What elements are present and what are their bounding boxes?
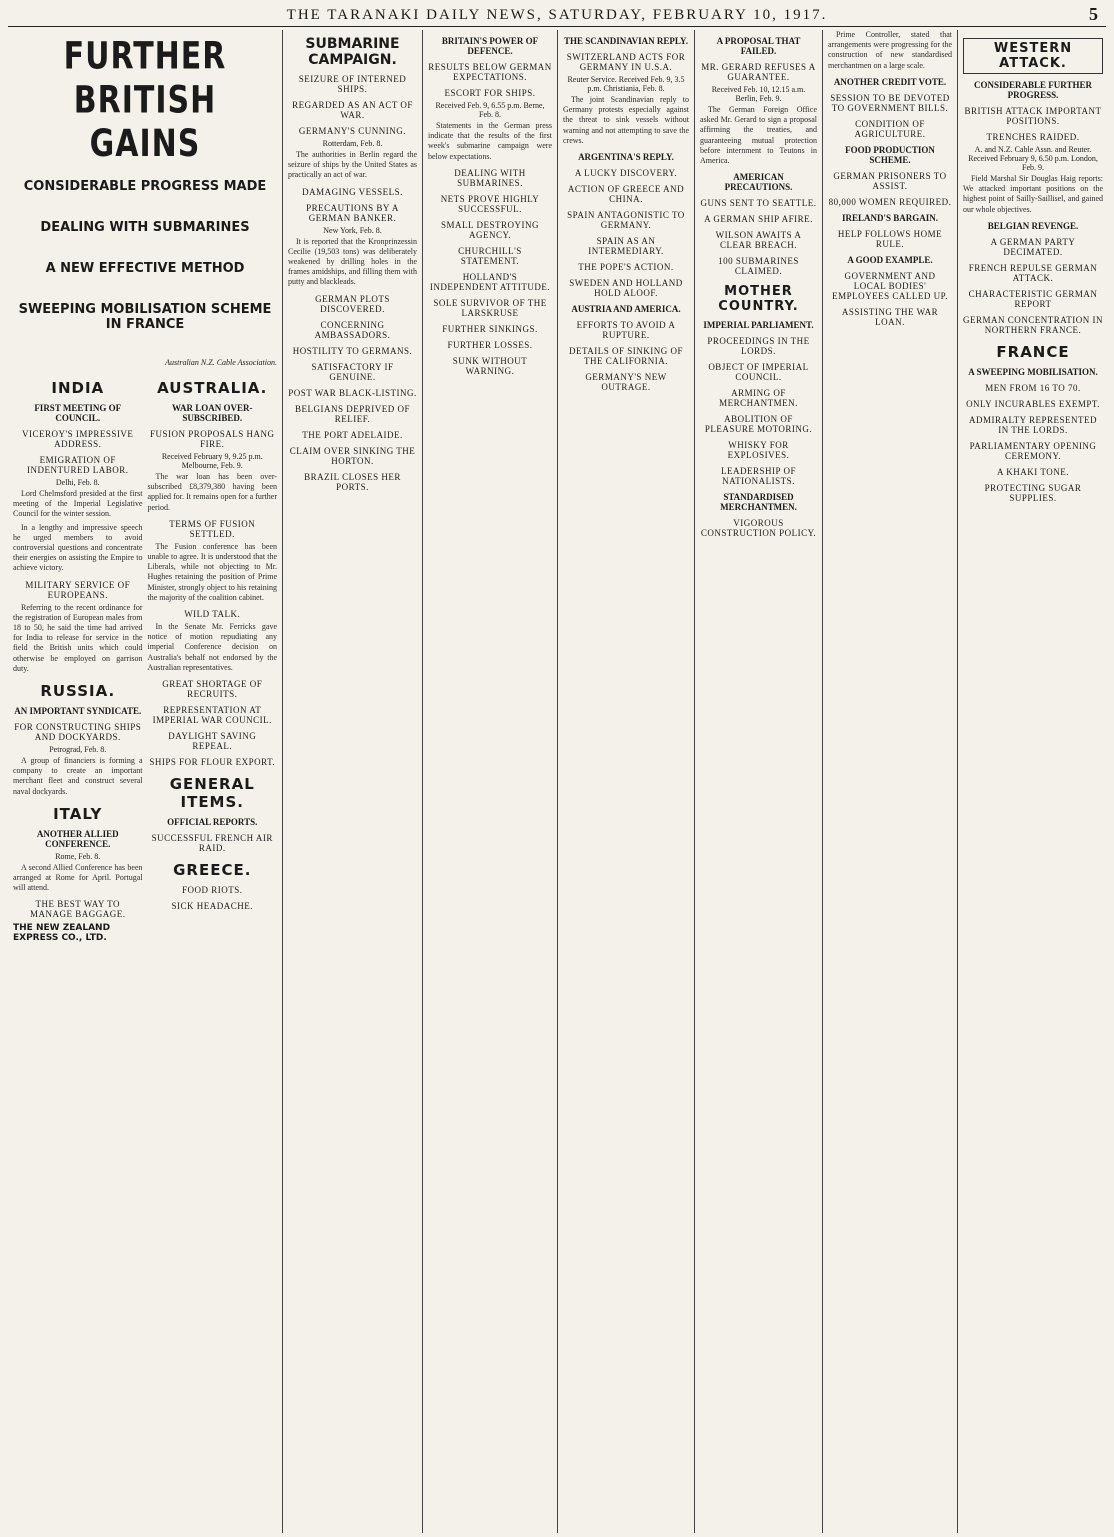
italy-sub: ANOTHER ALLIED CONFERENCE. [36, 828, 119, 849]
col2-h4: PRECAUTIONS BY A GERMAN BANKER. [306, 202, 399, 223]
col2-h8: SATISFACTORY IF GENUINE. [311, 361, 394, 382]
col6-title-2: FOOD PRODUCTION SCHEME. [845, 144, 935, 165]
italy-h1: THE BEST WAY TO MANAGE BAGGAGE. [30, 899, 126, 920]
col2-h12: CLAIM OVER SINKING THE HORTON. [289, 445, 416, 466]
col4-h3: ACTION OF GREECE AND CHINA. [567, 184, 685, 205]
col7-h9: ADMIRALTY REPRESENTED IN THE LORDS. [968, 414, 1098, 435]
australia-h3: WILD TALK. [184, 609, 241, 620]
india-h2: EMIGRATION OF INDENTURED LABOR. [27, 455, 129, 475]
russia-sub: AN IMPORTANT SYNDICATE. [14, 706, 142, 717]
col6-h1: CONDITION OF AGRICULTURE. [854, 118, 926, 139]
col3-h10: SUNK WITHOUT WARNING. [452, 355, 528, 376]
page-columns [8, 30, 1108, 1533]
col5-h3: A GERMAN SHIP AFIRE. [704, 214, 813, 225]
general-sub: OFFICIAL REPORTS. [167, 817, 258, 828]
col4-h8: AUSTRIA AND AMERICA. [571, 304, 681, 315]
col5-sub: MR. GERARD REFUSES A GUARANTEE. [701, 62, 816, 82]
russia-title: RUSSIA. [40, 682, 116, 701]
col5-h2: GUNS SENT TO SEATTLE. [700, 198, 817, 209]
col2-h6: CONCERNING AMBASSADORS. [314, 319, 391, 340]
col2-h5: GERMAN PLOTS DISCOVERED. [315, 293, 390, 314]
col4-h2: A LUCKY DISCOVERY. [574, 168, 678, 179]
greece-title: GREECE. [173, 861, 252, 880]
australia-section [148, 371, 278, 943]
masthead-title: THE TARANAKI DAILY NEWS, SATURDAY, FEBRUARY 10, 1917. [286, 6, 828, 23]
australia-p2: The Fusion conference has been unable to agree. It is understood that the Liberals, while not objecting to Mr. Hughes retaining the position of Prime Minister, strongly object to his retaining the majority of the coalition cabinet. [147, 541, 277, 602]
col7-h7: MEN FROM 16 TO 70. [985, 382, 1081, 393]
column-6 [823, 30, 958, 1533]
col7-h1: BRITISH ATTACK IMPORTANT POSITIONS. [964, 106, 1102, 126]
deck-2: DEALING WITH SUBMARINES [40, 220, 250, 235]
deck-3: A NEW EFFECTIVE METHOD [45, 261, 245, 276]
col5-h4: WILSON AWAITS A CLEAR BREACH. [715, 230, 802, 251]
india-title: INDIA [51, 379, 105, 397]
australia-dateline: Received February 9, 9.25 p.m. Melbourne, Feb. 9. [161, 452, 263, 470]
col7-h2: TRENCHES RAIDED. [986, 132, 1080, 142]
russia-dateline: Petrograd, Feb. 8. [49, 745, 107, 755]
col4-title: THE SCANDINAVIAN REPLY. [564, 36, 688, 46]
col3-h9: FURTHER LOSSES. [447, 339, 533, 350]
col3-h8: FURTHER SINKINGS. [442, 323, 538, 334]
col5-h12: VIGOROUS CONSTRUCTION POLICY. [700, 518, 817, 539]
col4-h9: EFFORTS TO AVOID A RUPTURE. [576, 320, 676, 341]
col2-h11: THE PORT ADELAIDE. [302, 429, 403, 440]
col6-h2: GERMAN PRISONERS TO ASSIST. [833, 170, 947, 191]
greece-h1: SICK HEADACHE. [171, 901, 253, 912]
col7-h8: ONLY INCURABLES EXEMPT. [966, 398, 1100, 409]
italy-p1: A second Allied Conference has been arranged at Rome for April. Portugal will attend. [13, 862, 143, 893]
col5-h6: PROCEEDINGS IN THE LORDS. [707, 336, 810, 357]
col5-p1: The German Foreign Office asked Mr. Gerard to sign a proposal affirming the treaties, and guaranteeing mutual protection before internment to Teutons in America. [700, 105, 817, 166]
col7-h3: A GERMAN PARTY DECIMATED. [990, 236, 1076, 257]
col3-h1: ESCORT FOR SHIPS. [444, 88, 536, 98]
australia-title: AUSTRALIA. [157, 379, 268, 397]
australia-sub: WAR LOAN OVER-SUBSCRIBED. [171, 403, 253, 423]
col2-h1: REGARDED AS AN ACT OF WAR. [292, 100, 413, 120]
col2-h13: BRAZIL CLOSES HER PORTS. [304, 471, 401, 492]
col4-h11: GERMANY'S NEW OUTRAGE. [585, 372, 667, 393]
main-headline: FURTHER BRITISH GAINS [63, 34, 227, 167]
col7-h5: CHARACTERISTIC GERMAN REPORT [968, 288, 1098, 309]
col6-h5: GOVERNMENT AND LOCAL BODIES' EMPLOYEES CALLED UP. [832, 270, 948, 301]
india-p1: Lord Chelmsford presided at the first meeting of the Imperial Legislative Council for the winter session. [13, 489, 143, 519]
column-7 [958, 30, 1108, 1533]
col7-p1: Field Marshal Sir Douglas Haig reports: We attacked important positions on the highest point of Sailly-Saillisel, and gained our whole objectives. [963, 174, 1103, 214]
col6-h6: ASSISTING THE WAR LOAN. [841, 306, 939, 327]
india-h1: VICEROY'S IMPRESSIVE ADDRESS. [22, 429, 134, 449]
column-1 [8, 30, 283, 1533]
col4-sub: SWITZERLAND ACTS FOR GERMANY IN U.S.A. [566, 52, 686, 72]
col4-dateline: Reuter Service. Received Feb. 9, 3.5 p.m. Christiania, Feb. 8. [567, 75, 685, 93]
india-sub: FIRST MEETING OF COUNCIL. [34, 403, 122, 423]
col3-h3: NETS PROVE HIGHLY SUCCESSFUL. [440, 193, 540, 214]
col2-h9: POST WAR BLACK-LISTING. [288, 387, 417, 398]
col4-h1: ARGENTINA'S REPLY. [578, 152, 674, 163]
col2-dateline-2: New York, Feb. 8. [323, 225, 382, 235]
col3-h4: SMALL DESTROYING AGENCY. [441, 219, 539, 240]
col5-h10: WHISKY FOR EXPLOSIVES. [727, 440, 790, 461]
russia-h1: FOR CONSTRUCTING SHIPS AND DOCKYARDS. [14, 722, 142, 743]
column-3 [423, 30, 558, 1533]
cable-association: Australian N.Z. Cable Association. [165, 358, 277, 367]
col5-h7: OBJECT OF IMPERIAL COUNCIL. [708, 362, 809, 383]
col6-h4: HELP FOLLOWS HOME RULE. [837, 228, 943, 249]
col7-sub-3: A SWEEPING MOBILISATION. [968, 366, 1098, 377]
col2-p1: The authorities in Berlin regard the seizure of ships by the United States as practically an act of war. [288, 150, 417, 180]
page-number: 5 [1089, 4, 1100, 24]
col5-sub-2: IMPERIAL PARLIAMENT. [703, 320, 814, 331]
col6-title-3: IRELAND'S BARGAIN. [841, 212, 939, 223]
col5-h5: 100 SUBMARINES CLAIMED. [718, 256, 799, 277]
col7-h10: PARLIAMENTARY OPENING CEREMONY. [969, 440, 1097, 461]
col5-title-3: STANDARDISED MERCHANTMEN. [720, 492, 797, 513]
col6-h3: 80,000 WOMEN REQUIRED. [828, 196, 952, 207]
col2-h2: GERMANY'S CUNNING. [298, 126, 407, 136]
australia-h5: REPRESENTATION AT IMPERIAL WAR COUNCIL. [152, 705, 272, 726]
col7-dateline: A. and N.Z. Cable Assn. and Reuter. Received February 9, 6.50 p.m. London, Feb. 9. [968, 145, 1098, 172]
col3-h5: CHURCHILL'S STATEMENT. [458, 245, 522, 266]
general-title: GENERAL ITEMS. [169, 775, 255, 812]
col7-h12: PROTECTING SUGAR SUPPLIES. [984, 482, 1082, 503]
india-h3: MILITARY SERVICE OF EUROPEANS. [25, 579, 131, 600]
australia-p3: In the Senate Mr. Ferricks gave notice of motion repudiating any imperial Conference decision on Australia's behalf not endorsed by the Australian representatives. [147, 622, 277, 672]
col2-dateline: Rotterdam, Feb. 8. [322, 139, 383, 148]
col3-h7: SOLE SURVIVOR OF THE LARSKRUSE [433, 297, 547, 318]
india-p2: In a lengthy and impressive speech he urged members to avoid controversial questions and concentrate their energies on assisting the Empire to achieve victory. [13, 522, 143, 573]
col5-h8: ARMING OF MERCHANTMEN. [719, 388, 798, 409]
col6-p1: Prime Controller, stated that arrangements were progressing for the construction of new standardised merchantmen on a large scale. [828, 30, 952, 70]
col7-title-3: FRANCE [996, 342, 1070, 361]
col3-h6: HOLLAND'S INDEPENDENT ATTITUDE. [429, 271, 551, 292]
india-p3: Referring to the recent ordinance for the registration of European males from 18 to 50, he said the time had arrived for India to release for service in the field the British units which could otherwise be employed on garrison duty. [13, 602, 143, 673]
australia-h6: DAYLIGHT SAVING REPEAL. [168, 731, 257, 752]
col6-title-4: A GOOD EXAMPLE. [847, 254, 933, 265]
india-section [13, 371, 143, 943]
india-dateline: Delhi, Feb. 8. [55, 478, 100, 487]
russia-p1: A group of financiers is forming a company to create an important merchant fleet and construct several naval dockyards. [13, 756, 143, 796]
italy-title: ITALY [53, 804, 103, 823]
col3-dateline: Received Feb. 9, 6.55 p.m. Berne, Feb. 8. [435, 101, 545, 119]
column-4 [558, 30, 695, 1533]
australia-p1: The war loan has been over-subscribed £8,379,380 having been applied for. It remains open for a further period. [147, 472, 277, 512]
col5-dateline: Received Feb. 10, 12.15 a.m. Berlin, Feb. 9. [711, 85, 806, 103]
col4-p1: The joint Scandinavian reply to Germany protests especially against the threat to sink vessels without warning and not attempting to save the crews. [563, 95, 689, 145]
col2-h10: BELGIANS DEPRIVED OF RELIEF. [294, 403, 410, 424]
masthead [8, 4, 1106, 27]
col5-h9: ABOLITION OF PLEASURE MOTORING. [704, 414, 813, 435]
column-2 [283, 30, 423, 1533]
col7-sub: CONSIDERABLE FURTHER PROGRESS. [974, 80, 1092, 100]
greece-sub: FOOD RIOTS. [181, 885, 243, 896]
column-5 [695, 30, 823, 1533]
col6-title: ANOTHER CREDIT VOTE. [833, 76, 947, 87]
deck-1: CONSIDERABLE PROGRESS MADE [23, 179, 267, 194]
col7-title: WESTERN ATTACK. [963, 38, 1103, 74]
australia-h7: SHIPS FOR FLOUR EXPORT. [149, 757, 276, 768]
col2-h3: DAMAGING VESSELS. [302, 186, 403, 197]
col2-h7: HOSTILITY TO GERMANS. [292, 345, 413, 356]
col4-h4: SPAIN ANTAGONISTIC TO GERMANY. [567, 210, 685, 231]
col7-title-2: BELGIAN REVENGE. [987, 220, 1079, 231]
col7-h4: FRENCH REPULSE GERMAN ATTACK. [968, 262, 1098, 283]
col4-h6: THE POPE'S ACTION. [578, 262, 674, 273]
col5-title: A PROPOSAL THAT FAILED. [716, 36, 801, 56]
col5-title-2: MOTHER COUNTRY. [718, 284, 799, 315]
col3-p1: Statements in the German press indicate that the results of the first week's submarine campaign were below expectations. [428, 121, 552, 161]
col7-h6: GERMAN CONCENTRATION IN NORTHERN FRANCE. [963, 314, 1103, 335]
col7-h11: A KHAKI TONE. [997, 466, 1069, 477]
india-australia-block [13, 371, 277, 943]
australia-h1: FUSION PROPOSALS HANG FIRE. [149, 429, 275, 449]
col4-h5: SPAIN AS AN INTERMEDIARY. [588, 236, 664, 257]
col3-sub: RESULTS BELOW GERMAN EXPECTATIONS. [428, 62, 552, 82]
col4-h7: SWEDEN AND HOLLAND HOLD ALOOF. [569, 278, 683, 299]
deck-4: SWEEPING MOBILISATION SCHEME IN FRANCE [18, 302, 272, 332]
col4-h10: DETAILS OF SINKING OF THE CALIFORNIA. [568, 346, 684, 367]
general-h1: SUCCESSFUL FRENCH AIR RAID. [151, 833, 273, 854]
italy-dateline: Rome, Feb. 8. [55, 851, 101, 861]
col2-sub: SEIZURE OF INTERNED SHIPS. [298, 74, 407, 94]
australia-h4: GREAT SHORTAGE OF RECRUITS. [162, 679, 263, 700]
col6-sub: SESSION TO BE DEVOTED TO GOVERNMENT BILLS. [830, 92, 950, 113]
col3-h2: DEALING WITH SUBMARINES. [454, 167, 526, 188]
col5-h1: AMERICAN PRECAUTIONS. [724, 172, 793, 193]
australia-h2: TERMS OF FUSION SETTLED. [169, 518, 256, 539]
col2-p2: It is reported that the Kronprinzessin Cecilie (19,503 tons) was deliberately weakened by drilling holes in the frames amidships, and filling them with putty and blackleads. [288, 236, 417, 287]
col5-h11: LEADERSHIP OF NATIONALISTS. [721, 466, 796, 487]
ad-express-company: THE NEW ZEALAND EXPRESS CO., LTD. [13, 923, 111, 944]
col3-title: BRITAIN'S POWER OF DEFENCE. [441, 36, 539, 56]
col2-title: SUBMARINE CAMPAIGN. [305, 36, 400, 68]
